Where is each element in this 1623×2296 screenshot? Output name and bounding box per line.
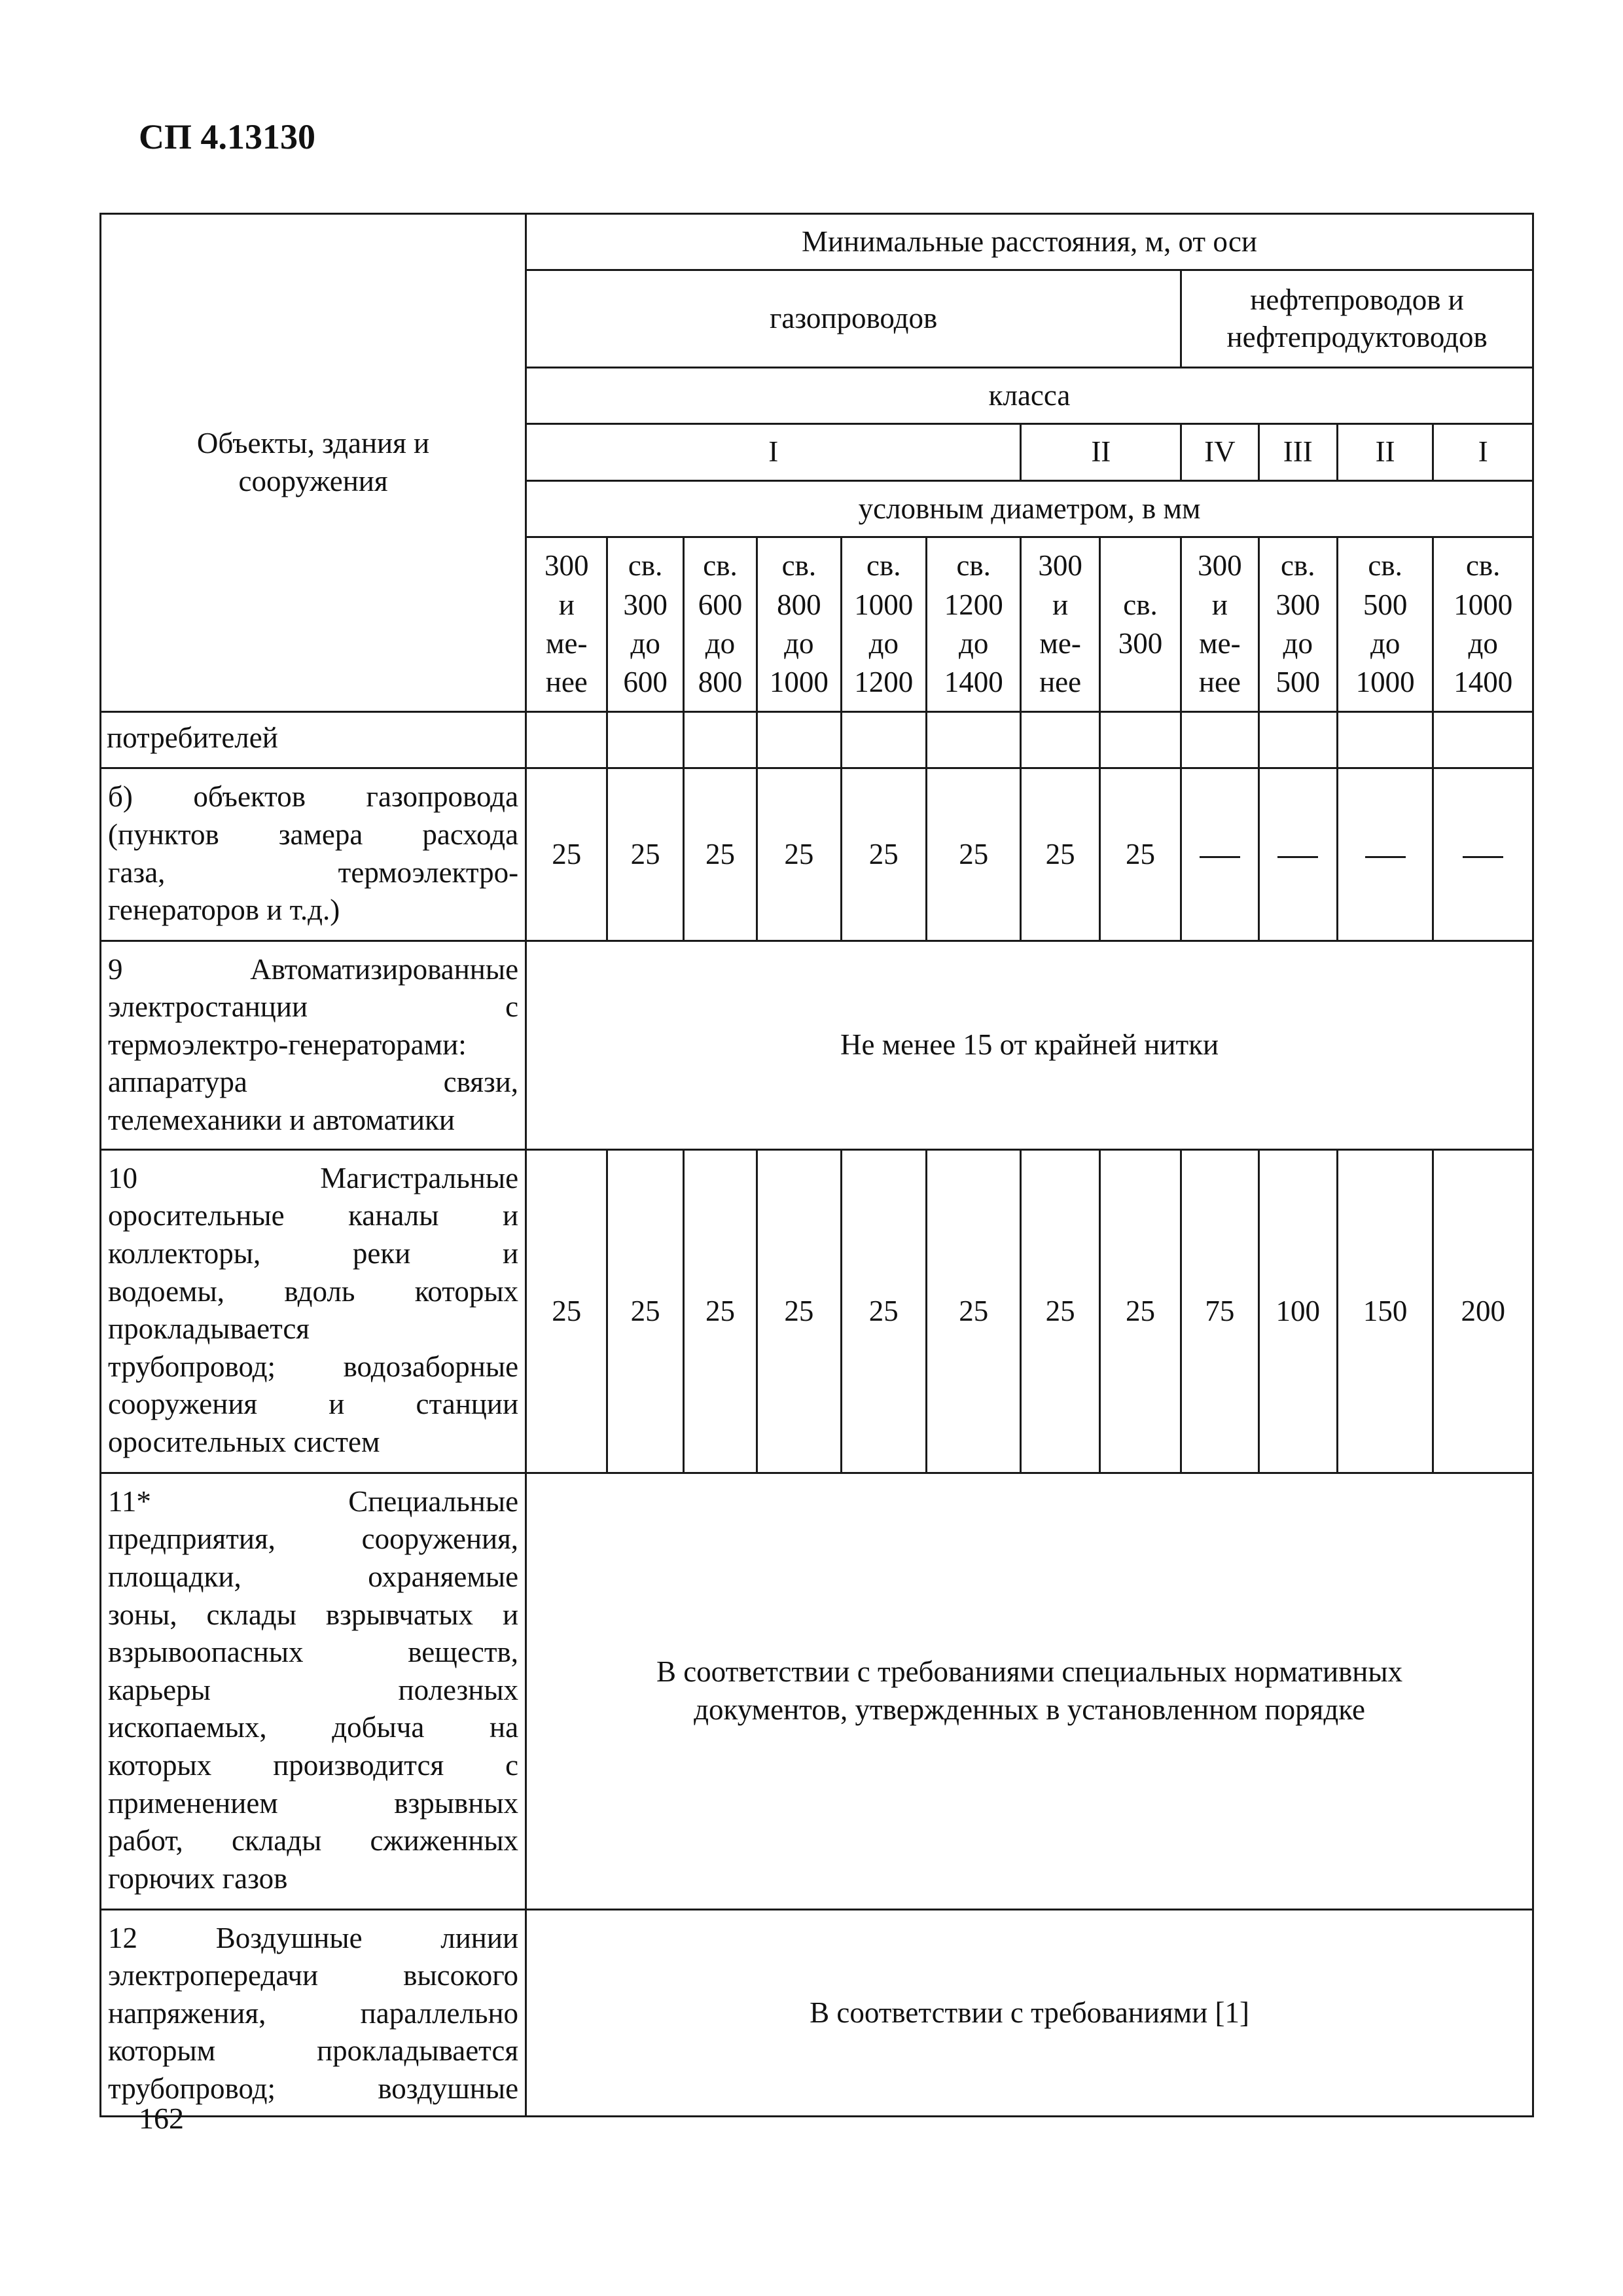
diameter-cell-line: и — [558, 588, 575, 621]
value-cell: 25 — [1021, 1149, 1099, 1473]
note-line: В соответствии с требованиями [1] — [810, 1996, 1249, 2029]
diameter-cell-line: 300 — [544, 549, 589, 583]
object-cell-line: телемеханики и автоматики — [108, 1103, 455, 1136]
value-cell — [757, 712, 841, 768]
object-cell-line: сооружения и станции — [108, 1388, 519, 1421]
object-cell-line: трубопровод; воздушные — [108, 2072, 519, 2105]
value-cell: 75 — [1181, 1149, 1258, 1473]
value-cell: 25 — [607, 768, 683, 941]
diameter-cell-line: св. — [703, 549, 738, 583]
object-cell-line: б) объектов газопровода — [108, 780, 519, 814]
value-cell: 25 — [757, 1149, 841, 1473]
diameter-cell — [683, 537, 757, 711]
diameter-cell-line: до — [630, 627, 660, 660]
merged-note-cell — [526, 1909, 1533, 2116]
object-cell-line: аппаратура связи, — [108, 1066, 519, 1099]
diameter-cell-line: 1000 — [1355, 666, 1415, 699]
value-cell — [1181, 768, 1258, 941]
diameter-cell-line: 1000 — [1454, 588, 1513, 621]
diameter-cell — [841, 537, 926, 711]
object-cell-line: взрывоопасных веществ, — [108, 1636, 519, 1669]
object-cell-line: термоэлектро-генераторами: — [108, 1028, 467, 1061]
diameter-cell — [1433, 537, 1533, 711]
diameter-cell-line: 1400 — [944, 666, 1003, 699]
value-cell: 100 — [1258, 1149, 1337, 1473]
gas-pipelines-header: газопроводов — [526, 270, 1181, 368]
diameter-cell-line: 800 — [698, 666, 743, 699]
table-row — [101, 1473, 1533, 1909]
note-line: Не менее 15 от крайней нитки — [840, 1028, 1219, 1061]
diameter-cell — [926, 537, 1020, 711]
value-cell: 25 — [926, 768, 1020, 941]
diameter-cell-line: ме- — [1039, 627, 1081, 660]
value-cell: 25 — [1021, 768, 1099, 941]
diameter-cell — [1021, 537, 1099, 711]
object-cell-line: 12 Воздушные линии — [108, 1921, 519, 1954]
diameter-cell-line: св. — [956, 549, 991, 583]
value-cell — [1337, 768, 1433, 941]
object-cell-line: 9 Автоматизированные — [108, 952, 519, 986]
value-cell — [607, 712, 683, 768]
class-cell: I — [1433, 424, 1533, 480]
class-cell: I — [526, 424, 1021, 480]
object-cell-line: напряжения, параллельно — [108, 1996, 519, 2030]
value-cell — [1021, 712, 1099, 768]
object-cell-line: площадки, охраняемые — [108, 1560, 519, 1594]
note-line: В соответствии с требованиями специальных нормативных — [656, 1655, 1403, 1689]
diameter-cell-line: ме- — [1199, 627, 1241, 660]
diameter-cell-line: и — [1052, 588, 1069, 621]
value-cell — [1433, 768, 1533, 941]
value-cell — [526, 712, 607, 768]
dash-mark — [1200, 856, 1240, 858]
oil-header-line: нефтепродуктоводов — [1226, 321, 1488, 354]
diameter-cell-line: 300 — [1038, 549, 1082, 583]
object-cell-line: 11* Специальные — [108, 1484, 519, 1518]
object-cell — [101, 712, 526, 768]
value-cell — [1258, 768, 1337, 941]
distances-table — [99, 213, 1534, 2117]
object-cell-line: карьеры полезных — [108, 1673, 519, 1706]
object-cell-line: электростанции с — [108, 990, 519, 1024]
value-cell — [1099, 712, 1181, 768]
class-cell: IV — [1181, 424, 1258, 480]
object-cell-line: которым прокладывается — [108, 2034, 519, 2068]
merged-note-cell — [526, 941, 1533, 1149]
diameter-cell-line: св. — [1281, 549, 1315, 583]
diameter-cell — [757, 537, 841, 711]
object-cell-line: электропередачи высокого — [108, 1959, 519, 1992]
object-cell-line: прокладывается — [108, 1312, 310, 1346]
diameter-cell — [1181, 537, 1258, 711]
object-cell-line: которых производится с — [108, 1749, 519, 1782]
diameter-cell-line: до — [1370, 627, 1400, 660]
table-row — [101, 941, 1533, 1149]
diameter-cell-line: 1200 — [854, 666, 914, 699]
value-cell: 150 — [1337, 1149, 1433, 1473]
diameter-cell-line: до — [784, 627, 814, 660]
diameter-cell-line: нее — [545, 666, 588, 699]
value-cell — [1181, 712, 1258, 768]
value-cell: 25 — [526, 768, 607, 941]
value-cell — [1433, 712, 1533, 768]
diameter-cell — [1099, 537, 1181, 711]
diameter-cell — [1337, 537, 1433, 711]
object-cell-line: газа, термоэлектро- — [108, 855, 519, 889]
merged-note-cell — [526, 1473, 1533, 1909]
object-cell-line: потребителей — [107, 721, 278, 755]
diameter-cell-line: до — [705, 627, 736, 660]
diameter-cell-line: 300 — [1198, 549, 1242, 583]
dash-mark — [1277, 856, 1318, 858]
object-cell — [101, 1149, 526, 1473]
diameter-cell-line: 500 — [1275, 666, 1320, 699]
diameter-cell-line: нее — [1039, 666, 1082, 699]
object-cell-line: ископаемых, добыча на — [108, 1711, 519, 1744]
value-cell: 25 — [526, 1149, 607, 1473]
object-cell-line: генераторов и т.д.) — [108, 893, 340, 927]
value-cell: 25 — [607, 1149, 683, 1473]
diameter-cell — [526, 537, 607, 711]
diameter-cell-line: 1000 — [854, 588, 914, 621]
diameter-cell — [607, 537, 683, 711]
diameter-cell-line: св. — [866, 549, 901, 583]
class-cell: III — [1258, 424, 1337, 480]
object-cell-line: (пунктов замера расхода — [108, 818, 519, 852]
value-cell — [926, 712, 1020, 768]
value-cell: 25 — [841, 1149, 926, 1473]
diameter-cell-line: 1400 — [1454, 666, 1513, 699]
object-cell-line: трубопровод; водозаборные — [108, 1350, 519, 1383]
diameter-cell-line: св. — [1123, 588, 1158, 621]
diameter-cell-line: до — [868, 627, 899, 660]
value-cell: 25 — [926, 1149, 1020, 1473]
diameter-cell-line: св. — [1465, 549, 1501, 583]
page-number: 162 — [139, 2102, 184, 2135]
object-cell — [101, 941, 526, 1149]
value-cell — [841, 712, 926, 768]
diameter-cell-line: до — [1283, 627, 1313, 660]
value-cell: 200 — [1433, 1149, 1533, 1473]
diameter-cell-line: 600 — [623, 666, 668, 699]
table-row — [101, 1909, 1533, 2116]
diameter-cell-line: нее — [1198, 666, 1241, 699]
value-cell: 25 — [757, 768, 841, 941]
value-cell: 25 — [1099, 1149, 1181, 1473]
value-cell — [1337, 712, 1433, 768]
table-title: Минимальные расстояния, м, от оси — [526, 214, 1533, 270]
value-cell — [1258, 712, 1337, 768]
object-cell-line: предприятия, сооружения, — [108, 1522, 519, 1556]
diameter-cell-line: 800 — [777, 588, 821, 621]
value-cell: 25 — [683, 1149, 757, 1473]
diameter-cell-line: 600 — [698, 588, 743, 621]
object-cell — [101, 1473, 526, 1909]
class-cell: II — [1337, 424, 1433, 480]
table-row — [101, 768, 1533, 941]
diameter-cell-line: св. — [1368, 549, 1402, 583]
object-cell-line: горючих газов — [108, 1861, 288, 1895]
class-header: класса — [526, 367, 1533, 423]
object-cell-line: 10 Магистральные — [108, 1161, 519, 1194]
value-cell: 25 — [841, 768, 926, 941]
diameter-cell-line: 1000 — [769, 666, 829, 699]
value-cell — [683, 712, 757, 768]
object-cell-line: оросительные каналы и — [108, 1199, 519, 1232]
diameter-cell-line: св. — [628, 549, 663, 583]
object-cell — [101, 768, 526, 941]
diameter-cell — [1258, 537, 1337, 711]
table-row — [101, 712, 1533, 768]
dash-mark — [1463, 856, 1503, 858]
value-cell: 25 — [683, 768, 757, 941]
dash-mark — [1365, 856, 1406, 858]
object-cell-line: коллекторы, реки и — [108, 1237, 519, 1270]
diameter-cell-line: 300 — [1118, 627, 1163, 660]
diameter-cell-line: 300 — [1275, 588, 1320, 621]
object-cell-line: водоемы, вдоль которых — [108, 1274, 519, 1308]
objects-header — [101, 214, 526, 712]
diameter-cell-line: св. — [781, 549, 817, 583]
diameter-cell-line: и — [1211, 588, 1228, 621]
diameter-header: условным диаметром, в мм — [526, 480, 1533, 537]
oil-pipelines-header — [1181, 270, 1533, 368]
table-row — [101, 1149, 1533, 1473]
object-cell-line: зоны, склады взрывчатых и — [108, 1598, 519, 1631]
objects-header-line: сооружения — [238, 465, 388, 498]
diameter-cell-line: до — [958, 627, 989, 660]
diameter-cell-line: 500 — [1363, 588, 1408, 621]
object-cell-line: применением взрывных — [108, 1786, 519, 1820]
diameter-cell-line: ме- — [546, 627, 588, 660]
value-cell: 25 — [1099, 768, 1181, 941]
note-line: документов, утвержденных в установленном порядке — [694, 1693, 1365, 1726]
oil-header-line: нефтепроводов и — [1250, 283, 1464, 316]
object-cell-line: работ, склады сжиженных — [108, 1824, 519, 1857]
object-cell-line: оросительных систем — [108, 1425, 380, 1458]
objects-header-line: Объекты, здания и — [196, 427, 430, 460]
diameter-cell-line: 1200 — [944, 588, 1003, 621]
class-cell: II — [1021, 424, 1181, 480]
diameter-cell-line: 300 — [623, 588, 668, 621]
diameter-cell-line: до — [1468, 627, 1498, 660]
object-cell — [101, 1909, 526, 2116]
document-code: СП 4.13130 — [139, 117, 315, 156]
